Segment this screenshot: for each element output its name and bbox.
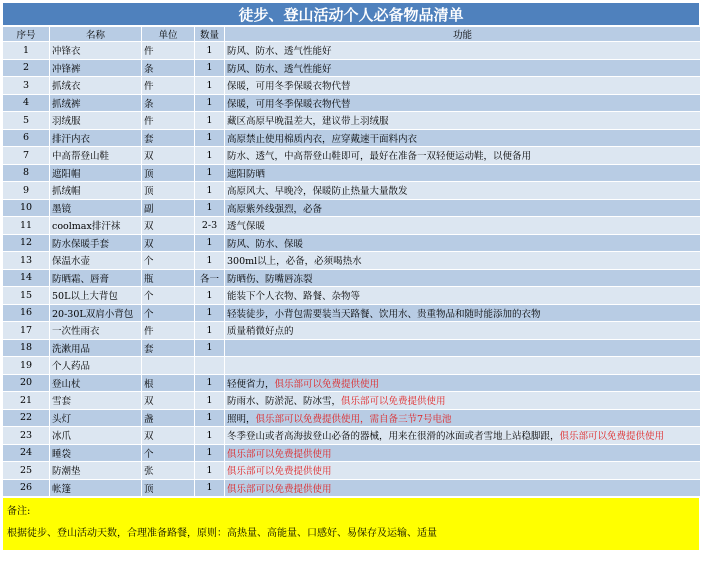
row-number: 13 [3, 252, 50, 270]
header-no: 序号 [3, 27, 50, 42]
item-quantity: 1 [195, 322, 225, 340]
function-text: 能装下个人衣物、路餐、杂物等 [227, 291, 361, 303]
table-row [3, 287, 701, 305]
table-row [3, 147, 701, 165]
header-qty: 数量 [195, 27, 225, 42]
row-number: 26 [3, 479, 50, 497]
function-text: 防风、防水、透气性能好 [227, 46, 332, 58]
item-quantity: 各一 [195, 269, 225, 287]
row-number: 3 [3, 77, 50, 95]
row-number: 9 [3, 182, 50, 200]
item-function [225, 199, 701, 217]
function-text: 防水、透气，中高帮登山鞋即可，最好在准备一双轻便运动鞋，以便备用 [227, 151, 532, 163]
item-function [225, 217, 701, 235]
item-name: 冲锋裤 [50, 59, 142, 77]
item-name: 冲锋衣 [50, 42, 142, 60]
item-quantity: 1 [195, 129, 225, 147]
item-function [225, 94, 701, 112]
club-note: 俱乐部可以免费提供使用 [559, 431, 665, 443]
item-function [225, 234, 701, 252]
checklist-sheet [2, 2, 700, 579]
item-function [225, 112, 701, 130]
item-quantity: 1 [195, 409, 225, 427]
row-number: 23 [3, 427, 50, 445]
item-unit: 个 [142, 252, 195, 270]
sheet-title: 徒步、登山活动个人必备物品清单 [2, 2, 700, 26]
table-row [3, 392, 701, 410]
item-unit: 个 [142, 304, 195, 322]
club-note: 俱乐部可以免费提供使用 [227, 466, 332, 478]
notes-box [2, 497, 700, 551]
function-text: 高原禁止使用棉质内衣，应穿戴速干面料内衣 [227, 133, 418, 145]
row-number: 15 [3, 287, 50, 305]
club-note: 俱乐部可以免费提供使用 [341, 396, 446, 408]
row-number: 24 [3, 444, 50, 462]
function-text: 高原风大、早晚冷，保暖防止热量大量散发 [227, 186, 408, 198]
item-name: 个人药品 [50, 357, 142, 375]
item-name: 保温水壶 [50, 252, 142, 270]
item-unit: 顶 [142, 164, 195, 182]
table-row [3, 357, 701, 375]
item-unit: 件 [142, 42, 195, 60]
table-row [3, 479, 701, 497]
item-function [225, 409, 701, 427]
table-row [3, 444, 701, 462]
item-quantity: 1 [195, 427, 225, 445]
notes-label: 备注: [7, 506, 31, 517]
item-unit: 双 [142, 147, 195, 165]
item-name: 抓绒衣 [50, 77, 142, 95]
table-row [3, 409, 701, 427]
row-number: 17 [3, 322, 50, 340]
item-quantity: 1 [195, 392, 225, 410]
item-unit: 件 [142, 322, 195, 340]
item-name: 排汗内衣 [50, 129, 142, 147]
table-row [3, 269, 701, 287]
row-number: 14 [3, 269, 50, 287]
function-text: 高原紫外线强烈，必备 [227, 203, 323, 215]
item-quantity: 1 [195, 77, 225, 95]
function-text: 保暖，可用冬季保暖衣物代替 [227, 98, 351, 110]
function-text: 藏区高原早晚温差大，建议带上羽绒服 [227, 116, 389, 128]
item-name: 防潮垫 [50, 462, 142, 480]
row-number: 20 [3, 374, 50, 392]
row-number: 19 [3, 357, 50, 375]
item-function [225, 357, 701, 375]
item-function [225, 322, 701, 340]
table-row [3, 199, 701, 217]
header-unit: 单位 [142, 27, 195, 42]
item-quantity: 1 [195, 444, 225, 462]
club-note: 俱乐部可以免费提供使用 [227, 483, 332, 495]
item-quantity: 1 [195, 479, 225, 497]
table-row [3, 462, 701, 480]
item-unit: 盏 [142, 409, 195, 427]
table-row [3, 304, 701, 322]
table-row [3, 322, 701, 340]
function-text: 质量稍微好点的 [227, 326, 294, 338]
item-quantity: 1 [195, 374, 225, 392]
item-quantity: 1 [195, 164, 225, 182]
table-row [3, 77, 701, 95]
table-row [3, 339, 701, 357]
item-function [225, 42, 701, 60]
club-note: 俱乐部可以免费提供使用 [227, 448, 332, 460]
function-text: 照明， [227, 413, 256, 425]
item-quantity: 1 [195, 112, 225, 130]
item-function [225, 444, 701, 462]
item-function [225, 164, 701, 182]
item-unit: 件 [142, 77, 195, 95]
item-unit: 副 [142, 199, 195, 217]
function-text: 防风、防水、透气性能好 [227, 63, 332, 75]
item-unit: 件 [142, 112, 195, 130]
function-text: 透气保暖 [227, 221, 266, 233]
row-number: 16 [3, 304, 50, 322]
item-function [225, 252, 701, 270]
row-number: 6 [3, 129, 50, 147]
item-unit: 个 [142, 287, 195, 305]
club-note: 俱乐部可以免费提供使用 [274, 378, 380, 390]
table-row [3, 129, 701, 147]
item-name: 抓绒帽 [50, 182, 142, 200]
item-name: 睡袋 [50, 444, 142, 462]
item-name: coolmax排汗袜 [50, 217, 142, 235]
table-row [3, 234, 701, 252]
item-unit: 瓶 [142, 269, 195, 287]
item-quantity: 1 [195, 304, 225, 322]
item-quantity: 1 [195, 234, 225, 252]
item-function [225, 392, 701, 410]
table-row [3, 374, 701, 392]
table-row [3, 42, 701, 60]
item-function [225, 182, 701, 200]
item-quantity: 1 [195, 287, 225, 305]
function-text: 防雨水、防淤泥、防冰雪， [227, 396, 342, 408]
item-name: 抓绒裤 [50, 94, 142, 112]
item-unit: 张 [142, 462, 195, 480]
table-row [3, 59, 701, 77]
function-text: 轻装徒步，小背包需要装当天路餐、饮用水、贵重物品和随时能添加的衣物 [227, 308, 541, 320]
item-name: 遮阳帽 [50, 164, 142, 182]
item-quantity: 1 [195, 59, 225, 77]
item-unit: 顶 [142, 479, 195, 497]
item-quantity: 1 [195, 147, 225, 165]
item-name: 20-30L双肩小背包 [50, 304, 142, 322]
item-function [225, 304, 701, 322]
header-row [3, 27, 701, 42]
row-number: 5 [3, 112, 50, 130]
item-unit: 套 [142, 129, 195, 147]
row-number: 21 [3, 392, 50, 410]
items-body [3, 42, 701, 497]
item-quantity: 1 [195, 339, 225, 357]
item-quantity: 2-3 [195, 217, 225, 235]
item-function [225, 339, 701, 357]
item-unit: 套 [142, 339, 195, 357]
function-text: 防晒伤、防嘴唇冻裂 [227, 273, 313, 285]
item-quantity: 1 [195, 94, 225, 112]
function-text: 遮阳防晒 [227, 168, 266, 180]
table-row [3, 94, 701, 112]
item-function [225, 427, 701, 445]
row-number: 1 [3, 42, 50, 60]
table-row [3, 252, 701, 270]
row-number: 4 [3, 94, 50, 112]
item-name: 中高帮登山鞋 [50, 147, 142, 165]
item-function [225, 479, 701, 497]
item-name: 防水保暖手套 [50, 234, 142, 252]
row-number: 22 [3, 409, 50, 427]
item-unit: 条 [142, 94, 195, 112]
item-quantity: 1 [195, 182, 225, 200]
item-name: 冰爪 [50, 427, 142, 445]
function-text: 冬季登山或者高海拔登山必备的器械，用来在很滑的冰面或者雪地上站稳脚跟， [227, 431, 560, 443]
items-table [2, 26, 701, 497]
item-name: 登山杖 [50, 374, 142, 392]
item-function [225, 59, 701, 77]
notes-text: 根据徒步、登山活动天数，合理准备路餐，原则：高热量、高能量、口感好、易保存及运输、适量 [7, 528, 437, 539]
item-unit: 双 [142, 234, 195, 252]
item-function [225, 77, 701, 95]
item-name: 雪套 [50, 392, 142, 410]
function-text: 保暖，可用冬季保暖衣物代替 [227, 81, 351, 93]
item-name: 帐篷 [50, 479, 142, 497]
item-quantity: 1 [195, 42, 225, 60]
row-number: 12 [3, 234, 50, 252]
table-row [3, 112, 701, 130]
item-name: 防晒霜、唇膏 [50, 269, 142, 287]
item-name: 50L以上大背包 [50, 287, 142, 305]
row-number: 11 [3, 217, 50, 235]
item-function [225, 287, 701, 305]
row-number: 18 [3, 339, 50, 357]
function-text: 轻便省力， [227, 378, 275, 390]
table-row [3, 182, 701, 200]
item-function [225, 129, 701, 147]
row-number: 10 [3, 199, 50, 217]
club-note: 俱乐部可以免费提供使用，需自备三节7号电池 [255, 413, 452, 425]
item-name: 头灯 [50, 409, 142, 427]
item-unit: 双 [142, 217, 195, 235]
row-number: 7 [3, 147, 50, 165]
header-name: 名称 [50, 27, 142, 42]
row-number: 25 [3, 462, 50, 480]
row-number: 8 [3, 164, 50, 182]
row-number: 2 [3, 59, 50, 77]
function-text: 防风、防水、保暖 [227, 238, 304, 250]
item-unit: 双 [142, 427, 195, 445]
item-name: 洗漱用品 [50, 339, 142, 357]
item-quantity: 1 [195, 252, 225, 270]
item-function [225, 147, 701, 165]
item-name: 羽绒服 [50, 112, 142, 130]
item-unit: 顶 [142, 182, 195, 200]
item-unit [142, 357, 195, 375]
item-name: 墨镜 [50, 199, 142, 217]
item-unit: 根 [142, 374, 195, 392]
item-unit: 个 [142, 444, 195, 462]
item-unit: 双 [142, 392, 195, 410]
item-function [225, 462, 701, 480]
item-unit: 条 [142, 59, 195, 77]
item-quantity: 1 [195, 199, 225, 217]
item-name: 一次性雨衣 [50, 322, 142, 340]
item-quantity: 1 [195, 462, 225, 480]
table-row [3, 217, 701, 235]
table-row [3, 427, 701, 445]
item-function [225, 374, 701, 392]
item-quantity [195, 357, 225, 375]
item-function [225, 269, 701, 287]
table-row [3, 164, 701, 182]
function-text: 300ml以上，必备，必须喝热水 [227, 256, 362, 268]
header-function: 功能 [225, 27, 701, 42]
